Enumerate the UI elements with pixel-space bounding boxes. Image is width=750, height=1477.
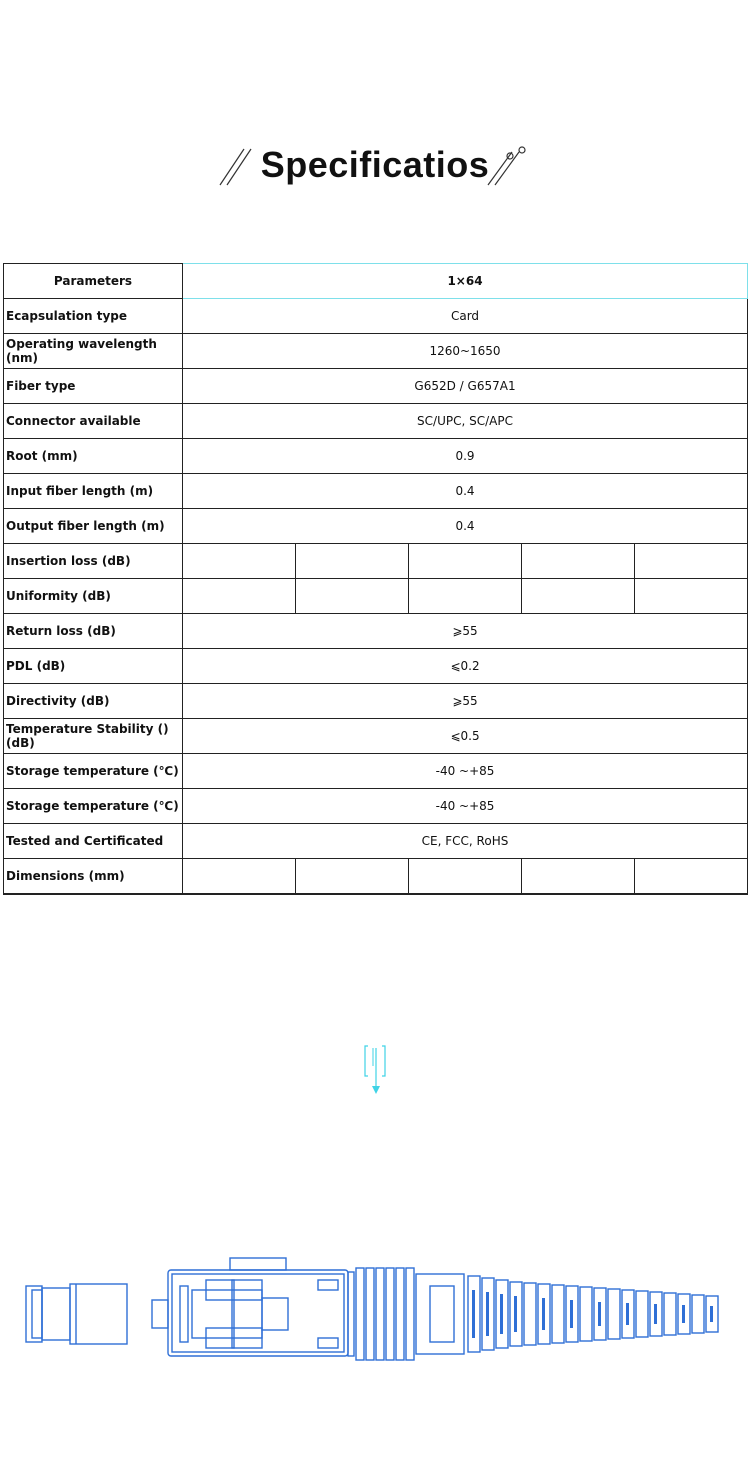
table-row bbox=[4, 614, 748, 649]
section-header bbox=[0, 140, 750, 200]
row-value: CE, FCC, RoHS bbox=[183, 824, 748, 859]
table-row bbox=[4, 299, 748, 334]
row-label: PDL (dB) bbox=[4, 649, 183, 684]
page-title: Specificatios bbox=[260, 144, 490, 185]
row-value: ⩾55 bbox=[183, 614, 748, 649]
row-cell bbox=[183, 579, 296, 614]
row-label: Tested and Certificated bbox=[4, 824, 183, 859]
row-value: G652D / G657A1 bbox=[183, 369, 748, 404]
row-cell bbox=[296, 579, 409, 614]
row-value: -40 ~+85 bbox=[183, 789, 748, 824]
row-value: ⩾55 bbox=[183, 684, 748, 719]
table-row bbox=[4, 684, 748, 719]
table-row bbox=[4, 334, 748, 369]
row-cell bbox=[635, 544, 748, 579]
row-value: 1260~1650 bbox=[183, 334, 748, 369]
row-cell bbox=[183, 859, 296, 895]
row-value: 0.4 bbox=[183, 509, 748, 544]
model-header: 1×64 bbox=[183, 264, 748, 299]
row-value: 0.9 bbox=[183, 439, 748, 474]
down-arrow-icon bbox=[362, 1044, 388, 1096]
table-row bbox=[4, 649, 748, 684]
table-row bbox=[4, 719, 748, 754]
row-cell bbox=[296, 859, 409, 895]
row-label: Input fiber length (m) bbox=[4, 474, 183, 509]
row-value: 0.4 bbox=[183, 474, 748, 509]
table-row bbox=[4, 439, 748, 474]
row-label: Directivity (dB) bbox=[4, 684, 183, 719]
row-label: Temperature Stability () (dB) bbox=[4, 719, 183, 754]
row-label: Storage temperature (℃) bbox=[4, 789, 183, 824]
row-label: Ecapsulation type bbox=[4, 299, 183, 334]
parameters-header: Parameters bbox=[4, 264, 183, 299]
sc-connector-drawing bbox=[20, 1250, 732, 1370]
row-value: SC/UPC, SC/APC bbox=[183, 404, 748, 439]
row-value: Card bbox=[183, 299, 748, 334]
row-cell bbox=[522, 579, 635, 614]
table-row bbox=[4, 824, 748, 859]
pin-slash-icon bbox=[486, 140, 532, 190]
row-cell bbox=[522, 859, 635, 895]
row-cell bbox=[183, 544, 296, 579]
row-label: Fiber type bbox=[4, 369, 183, 404]
table-row bbox=[4, 754, 748, 789]
table-row bbox=[4, 544, 748, 579]
row-cell bbox=[409, 579, 522, 614]
row-label: Dimensions (mm) bbox=[4, 859, 183, 895]
table-row bbox=[4, 474, 748, 509]
row-cell bbox=[522, 544, 635, 579]
table-row bbox=[4, 579, 748, 614]
row-label: Root (mm) bbox=[4, 439, 183, 474]
spec-table bbox=[3, 263, 748, 895]
row-label: Insertion loss (dB) bbox=[4, 544, 183, 579]
row-cell bbox=[409, 859, 522, 895]
row-label: Connector available bbox=[4, 404, 183, 439]
row-cell bbox=[635, 579, 748, 614]
row-label: Storage temperature (℃) bbox=[4, 754, 183, 789]
table-row bbox=[4, 789, 748, 824]
row-value: ⩽0.2 bbox=[183, 649, 748, 684]
table-header-row bbox=[4, 264, 748, 299]
table-row bbox=[4, 404, 748, 439]
row-cell bbox=[296, 544, 409, 579]
row-label: Output fiber length (m) bbox=[4, 509, 183, 544]
row-label: Return loss (dB) bbox=[4, 614, 183, 649]
row-label: Operating wavelength (nm) bbox=[4, 334, 183, 369]
row-cell bbox=[635, 859, 748, 895]
table-row bbox=[4, 509, 748, 544]
row-value: ⩽0.5 bbox=[183, 719, 748, 754]
row-cell bbox=[409, 544, 522, 579]
row-value: -40 ~+85 bbox=[183, 754, 748, 789]
table-row bbox=[4, 369, 748, 404]
table-row bbox=[4, 859, 748, 895]
row-label: Uniformity (dB) bbox=[4, 579, 183, 614]
